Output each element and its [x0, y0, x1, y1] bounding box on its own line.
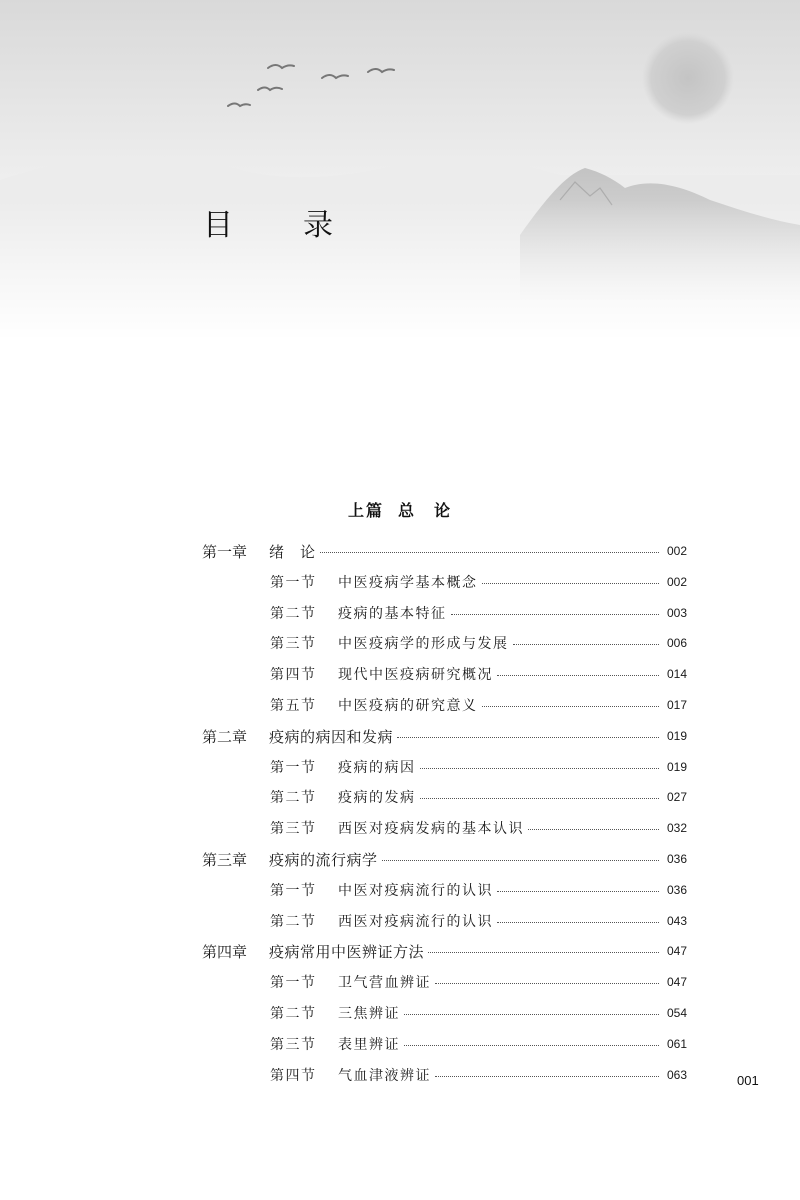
section-number: 第一节	[270, 760, 317, 776]
dot-leader	[420, 798, 660, 799]
toc-section-entry[interactable]	[270, 633, 687, 653]
page-ref: 006	[666, 636, 687, 650]
toc-section-entry[interactable]	[270, 664, 687, 684]
section-number: 第三节	[270, 821, 317, 837]
dot-leader	[528, 829, 659, 830]
section-title: 中医疫病学的形成与发展	[338, 636, 509, 652]
dot-leader	[428, 952, 659, 953]
page-ref: 014	[666, 667, 687, 681]
toc-chapter-entry[interactable]	[202, 941, 687, 961]
page-ref: 063	[666, 1068, 687, 1082]
chapter-number: 第二章	[202, 727, 248, 746]
page-ref: 032	[666, 821, 687, 835]
dot-leader	[482, 706, 660, 707]
page-ref: 019	[666, 760, 687, 774]
toc-section-entry[interactable]	[270, 972, 687, 992]
section-number: 第三节	[270, 1037, 317, 1053]
part-name: 总 论	[398, 501, 453, 520]
dot-leader	[497, 675, 659, 676]
section-title: 表里辨证	[338, 1037, 400, 1053]
dot-leader	[397, 737, 659, 738]
section-number: 第一节	[270, 883, 317, 899]
section-number: 第五节	[270, 698, 317, 714]
toc-chapter-entry[interactable]	[202, 849, 687, 869]
section-number: 第四节	[270, 667, 317, 683]
chapter-title: 绪 论	[269, 542, 316, 561]
section-title: 现代中医疫病研究概况	[338, 667, 493, 683]
section-number: 第二节	[270, 790, 317, 806]
dot-leader	[497, 891, 659, 892]
section-number: 第二节	[270, 914, 317, 930]
page-ref: 047	[666, 944, 687, 958]
page-ref: 036	[666, 883, 687, 897]
chapter-title: 疫病的病因和发病	[269, 727, 394, 746]
section-number: 第三节	[270, 636, 317, 652]
page-ref: 043	[666, 914, 687, 928]
chapter-title: 疫病的流行病学	[269, 850, 378, 869]
toc-section-entry[interactable]	[270, 695, 687, 715]
chapter-number: 第四章	[202, 942, 248, 961]
section-title: 中医疫病的研究意义	[338, 698, 478, 714]
toc-section-entry[interactable]	[270, 757, 687, 777]
page-ref: 002	[666, 575, 687, 589]
page-ref: 019	[666, 729, 687, 743]
page-ref: 036	[666, 852, 687, 866]
section-number: 第一节	[270, 975, 317, 991]
dot-leader	[451, 614, 660, 615]
page-ref: 017	[666, 698, 687, 712]
dot-leader	[404, 1045, 659, 1046]
dot-leader	[482, 583, 660, 584]
section-title: 西医对疫病流行的认识	[338, 914, 493, 930]
dot-leader	[435, 1076, 659, 1077]
toc-section-entry[interactable]	[270, 911, 687, 931]
toc-section-entry[interactable]	[270, 787, 687, 807]
toc-section-entry[interactable]	[270, 818, 687, 838]
page-ref: 027	[666, 790, 687, 804]
section-number: 第二节	[270, 606, 317, 622]
page-number: 001	[737, 1073, 759, 1088]
section-title: 卫气营血辨证	[338, 975, 431, 991]
section-title: 疫病的基本特征	[338, 606, 447, 622]
chapter-title: 疫病常用中医辨证方法	[269, 942, 425, 961]
section-title: 中医对疫病流行的认识	[338, 883, 493, 899]
toc-section-entry[interactable]	[270, 880, 687, 900]
toc-section-entry[interactable]	[270, 1065, 687, 1085]
chapter-number: 第三章	[202, 850, 248, 869]
section-number: 第一节	[270, 575, 317, 591]
toc-chapter-entry[interactable]	[202, 541, 687, 561]
section-title: 西医对疫病发病的基本认识	[338, 821, 524, 837]
part-prefix: 上篇	[347, 501, 384, 520]
dot-leader	[497, 922, 659, 923]
page-ref: 002	[666, 544, 687, 558]
section-title: 疫病的病因	[338, 760, 416, 776]
section-number: 第四节	[270, 1068, 317, 1084]
page-ref: 047	[666, 975, 687, 989]
section-title: 三焦辨证	[338, 1006, 400, 1022]
dot-leader	[320, 552, 659, 553]
dot-leader	[420, 768, 660, 769]
dot-leader	[404, 1014, 659, 1015]
page-ref: 054	[666, 1006, 687, 1020]
page-title: 目 录	[203, 208, 353, 243]
section-number: 第二节	[270, 1006, 317, 1022]
toc-chapter-entry[interactable]	[202, 726, 687, 746]
toc-section-entry[interactable]	[270, 1003, 687, 1023]
toc-section-entry[interactable]	[270, 603, 687, 623]
dot-leader	[513, 644, 660, 645]
page-ref: 003	[666, 606, 687, 620]
dot-leader	[435, 983, 659, 984]
section-title: 中医疫病学基本概念	[338, 575, 478, 591]
page-ref: 061	[666, 1037, 687, 1051]
toc-section-entry[interactable]	[270, 572, 687, 592]
section-title: 疫病的发病	[338, 790, 416, 806]
dot-leader	[382, 860, 659, 861]
chapter-number: 第一章	[202, 542, 248, 561]
section-title: 气血津液辨证	[338, 1068, 431, 1084]
toc-section-entry[interactable]	[270, 1034, 687, 1054]
